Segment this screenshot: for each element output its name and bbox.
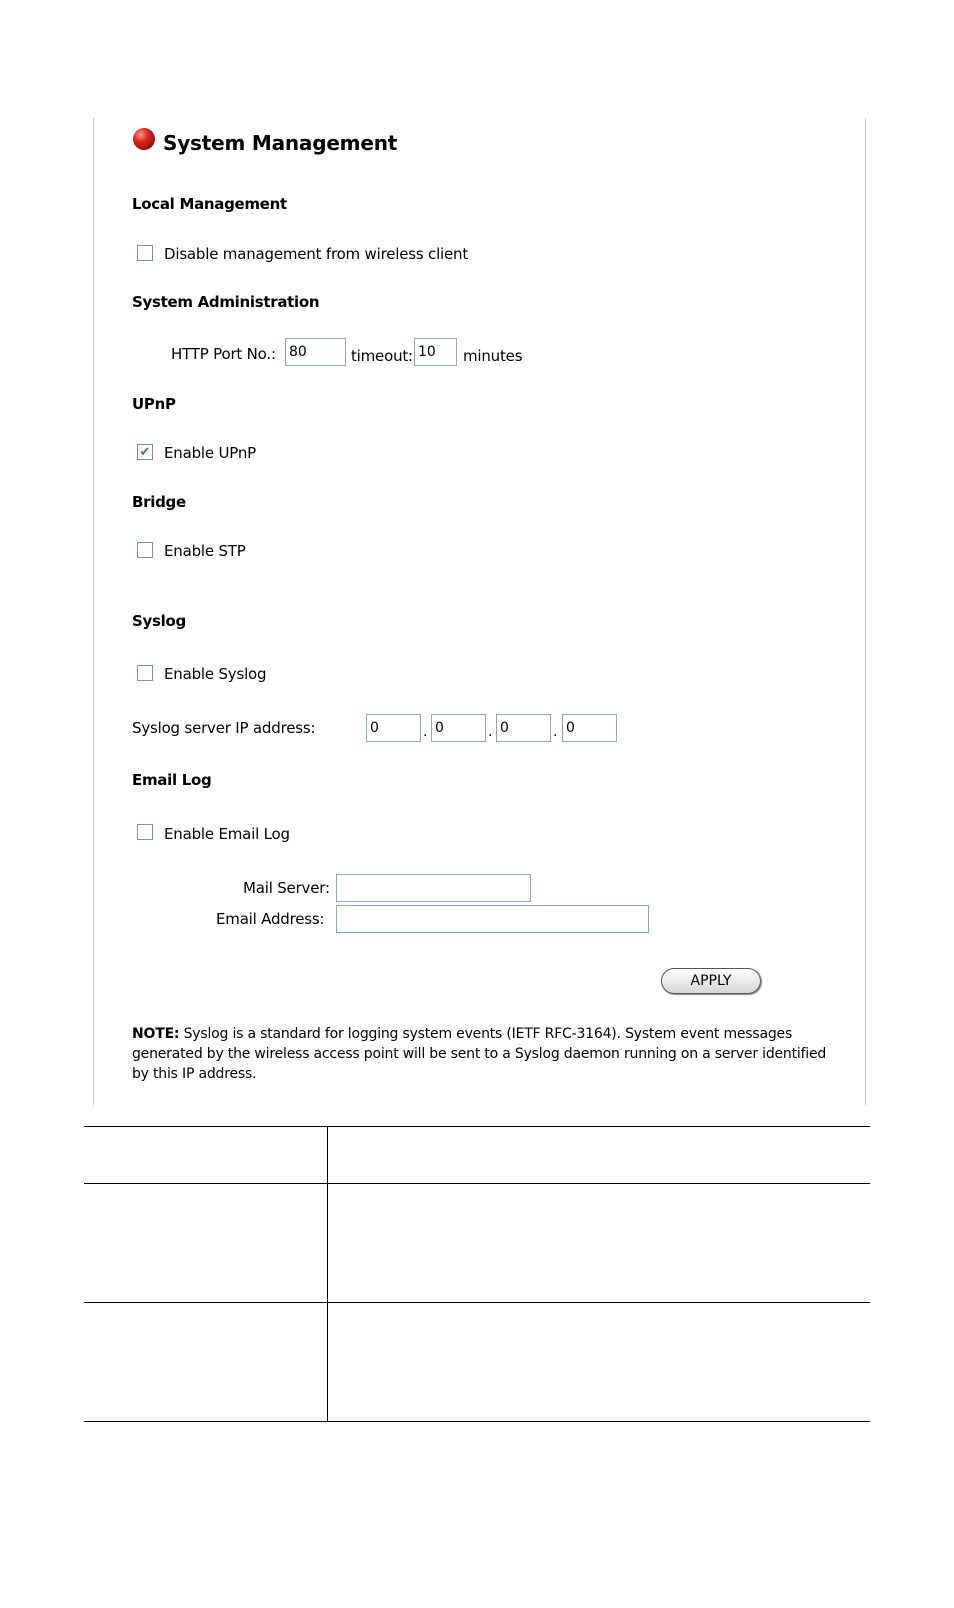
syslog-ip-label: Syslog server IP address: [132,719,316,737]
table-row-divider [84,1302,870,1303]
syslog-ip-octet-3[interactable] [496,714,551,742]
upnp-heading: UPnP [132,395,176,413]
system-administration-heading: System Administration [132,293,320,311]
syslog-ip-octet-1[interactable] [366,714,421,742]
email-address-label: Email Address: [216,910,325,928]
page-title: System Management [163,131,398,155]
disable-wireless-management-checkbox[interactable] [137,245,153,261]
bridge-heading: Bridge [132,493,186,511]
apply-button[interactable]: APPLY [661,968,761,994]
red-ball-icon [133,128,155,150]
table-row-divider [84,1126,870,1127]
enable-email-log-label: Enable Email Log [164,825,290,843]
enable-stp-checkbox[interactable] [137,542,153,558]
mail-server-input[interactable] [336,874,531,902]
enable-email-log-checkbox[interactable] [137,824,153,840]
table-column-divider [327,1126,328,1422]
mail-server-label: Mail Server: [243,879,330,897]
note-prefix: NOTE: [132,1026,180,1042]
minutes-label: minutes [463,347,523,365]
http-port-input[interactable] [285,338,346,366]
ip-dot: . [423,724,428,740]
timeout-label: timeout: [351,347,413,365]
syslog-note [132,1024,832,1084]
timeout-input[interactable] [414,338,457,366]
syslog-ip-octet-4[interactable] [562,714,617,742]
http-port-label: HTTP Port No.: [171,345,276,363]
syslog-heading: Syslog [132,612,186,630]
ip-dot: . [553,724,558,740]
ip-dot: . [488,724,493,740]
enable-syslog-checkbox[interactable] [137,665,153,681]
settings-panel [93,118,866,1105]
table-row-divider [84,1183,870,1184]
enable-stp-label: Enable STP [164,542,246,560]
local-management-heading: Local Management [132,195,287,213]
email-log-heading: Email Log [132,771,212,789]
enable-upnp-checkbox[interactable] [137,444,153,460]
enable-upnp-label: Enable UPnP [164,444,256,462]
enable-syslog-label: Enable Syslog [164,665,267,683]
table-row-divider [84,1421,870,1422]
note-text: Syslog is a standard for logging system events (IETF RFC-3164). System event messages generated by the wireless access point will be sent to a Syslog daemon running on a server identified by this IP address. [132,1026,827,1082]
disable-wireless-management-label: Disable management from wireless client [164,245,469,263]
syslog-ip-octet-2[interactable] [431,714,486,742]
email-address-input[interactable] [336,905,649,933]
